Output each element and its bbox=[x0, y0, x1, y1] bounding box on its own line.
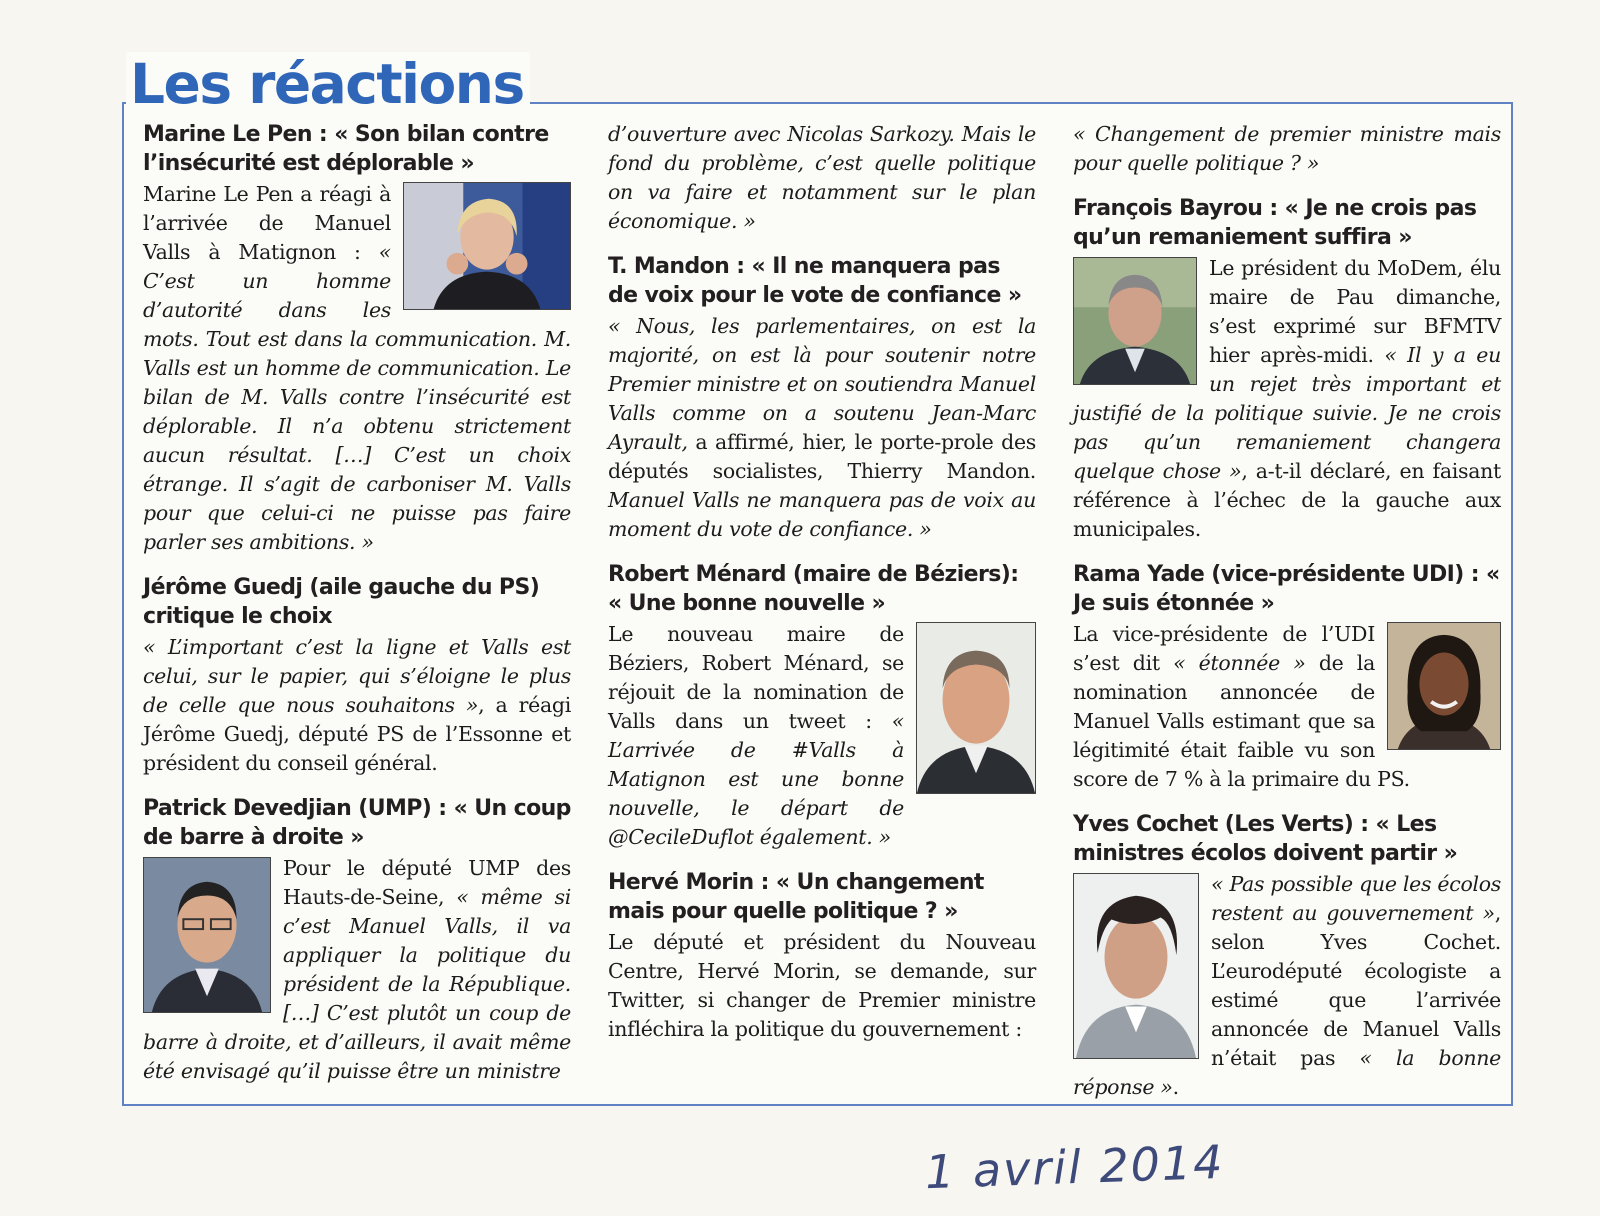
reaction-cochet bbox=[1073, 810, 1501, 1102]
reaction-heading: Robert Ménard (maire de Béziers): « Une bonne nouvelle » bbox=[608, 562, 1019, 616]
background-bleed-right bbox=[1515, 70, 1600, 1080]
reaction-heading: Marine Le Pen : « Son bilan contre l’insécurité est déplorable » bbox=[143, 122, 549, 176]
reaction-text: a affirmé, hier, le porte-prole des députés socialistes, Thierry Mandon. bbox=[608, 430, 1036, 483]
reaction-heading: Hervé Morin : « Un changement mais pour quelle politique ? » bbox=[608, 870, 984, 924]
reaction-text: . bbox=[1172, 1075, 1179, 1099]
column-1 bbox=[143, 120, 571, 1102]
reaction-quote: « Il y a eu un rejet très important et justifié de la politique suivie. Je ne crois pas qu’un remaniement changera quelque chose » bbox=[1073, 343, 1501, 483]
reaction-text: Pour le député UMP des Hauts-de-Seine, bbox=[283, 856, 571, 909]
reaction-quote: « la bonne réponse » bbox=[1073, 1046, 1502, 1099]
reaction-mandon bbox=[608, 252, 1036, 544]
reaction-heading: Patrick Devedjian (UMP) : « Un coup de barre à droite » bbox=[143, 796, 571, 850]
reaction-morin-continued bbox=[1073, 120, 1501, 178]
reaction-text: , selon Yves Cochet. L’eurodéputé écologiste a estimé que l’arrivée annoncée de Manuel Valls n’était pas bbox=[1211, 901, 1501, 1070]
column-2 bbox=[608, 120, 1036, 1060]
reaction-heading: Yves Cochet (Les Verts) : « Les ministres écolos doivent partir » bbox=[1073, 812, 1458, 866]
reaction-devedjian bbox=[143, 794, 571, 1086]
reaction-text: , a-t-il déclaré, en faisant référence à l’échec de la gauche aux municipales. bbox=[1073, 459, 1501, 541]
reaction-text: , a réagi Jérôme Guedj, député PS de l’Essonne et président du conseil général. bbox=[143, 693, 571, 775]
article-title: Les réactions bbox=[126, 52, 530, 116]
reaction-text: de la nomination annoncée de Manuel Valls estimant que sa légitimité était faible vu son score de 7 % à la primaire du PS. bbox=[1073, 651, 1410, 791]
photo-yves-cochet bbox=[1073, 873, 1199, 1059]
photo-rama-yade bbox=[1387, 622, 1501, 750]
reaction-quote: « Pas possible que les écolos restent au gouvernement » bbox=[1211, 872, 1501, 925]
photo-robert-menard bbox=[916, 622, 1036, 794]
reaction-quote: « C’est un homme d’autorité dans les mots. Tout est dans la communication. M. Valls est un homme de communication. Le bilan de M. Valls contre l’insécurité est déplorable. Il n’a obtenu strictement aucun résultat. […] C’est un choix étrange. Il s’agit de carboniser M. Valls pour que celui-ci ne puisse pas faire parler ses ambitions. » bbox=[143, 240, 571, 554]
reaction-quote: « Nous, les parlementaires, on est la majorité, on est là pour soutenir notre Premier ministre et on soutiendra Manuel Valls comme on a soutenu Jean-Marc Ayrault, bbox=[608, 314, 1036, 454]
reaction-quote: Manuel Valls ne manquera pas de voix au moment du vote de confiance. » bbox=[608, 488, 1036, 541]
reaction-quote: d’ouverture avec Nicolas Sarkozy. Mais le fond du problème, c’est quelle politique on va faire et notamment sur le plan économique. » bbox=[608, 122, 1036, 233]
photo-francois-bayrou bbox=[1073, 257, 1197, 385]
reaction-quote: « étonnée » bbox=[1173, 651, 1306, 675]
reaction-text: La vice-présidente de l’UDI s’est dit bbox=[1073, 622, 1375, 675]
reaction-quote: « L’important c’est la ligne et Valls est celui, sur le papier, qui s’éloigne le plus de celle que nous souhaitons » bbox=[143, 635, 571, 717]
photo-marine-le-pen bbox=[403, 182, 571, 310]
reaction-text: Le président du MoDem, élu maire de Pau dimanche, s’est exprimé sur BFMTV hier après-midi. bbox=[1209, 256, 1501, 367]
reaction-yade bbox=[1073, 560, 1501, 794]
reaction-heading: Jérôme Guedj (aile gauche du PS) critique le choix bbox=[143, 575, 540, 629]
background-bleed-bottom bbox=[118, 1110, 1518, 1210]
background-bleed-left bbox=[0, 70, 118, 1080]
column-3 bbox=[1073, 120, 1501, 1118]
reaction-text: Le député et président du Nouveau Centre, Hervé Morin, se demande, sur Twitter, si changer de Premier ministre infléchira la politique du gouvernement : bbox=[608, 930, 1036, 1041]
photo-patrick-devedjian bbox=[143, 857, 271, 1013]
reaction-le-pen bbox=[143, 120, 571, 557]
reaction-text: Marine Le Pen a réagi à l’arrivée de Manuel Valls à Matignon : bbox=[143, 182, 391, 264]
reaction-heading: T. Mandon : « Il ne manquera pas de voix pour le vote de confiance » bbox=[608, 254, 1022, 308]
reaction-quote: « Changement de premier ministre mais pour quelle politique ? » bbox=[1073, 122, 1501, 175]
reaction-bayrou bbox=[1073, 194, 1501, 544]
reaction-heading: François Bayrou : « Je ne crois pas qu’un remaniement suffira » bbox=[1073, 196, 1477, 250]
handwritten-date: 1 avril 2014 bbox=[924, 1134, 1226, 1200]
reaction-guedj bbox=[143, 573, 571, 778]
reaction-quote: « même si c’est Manuel Valls, il va appliquer la politique du président de la République. […] C’est plutôt un coup de barre à droite, et d’ailleurs, il avait même été envisagé qu’il puisse être un ministre bbox=[143, 885, 571, 1083]
reaction-quote: « L’arrivée de #Valls à Matignon est une bonne nouvelle, le départ de @CecileDuflot également. » bbox=[608, 709, 904, 849]
reaction-devedjian-continued bbox=[608, 120, 1036, 236]
reaction-morin bbox=[608, 868, 1036, 1044]
reaction-heading: Rama Yade (vice-présidente UDI) : « Je suis étonnée » bbox=[1073, 562, 1500, 616]
reaction-text: Le nouveau maire de Béziers, Robert Ménard, se réjouit de la nomination de Valls dans un tweet : bbox=[608, 622, 904, 733]
reaction-menard bbox=[608, 560, 1036, 852]
